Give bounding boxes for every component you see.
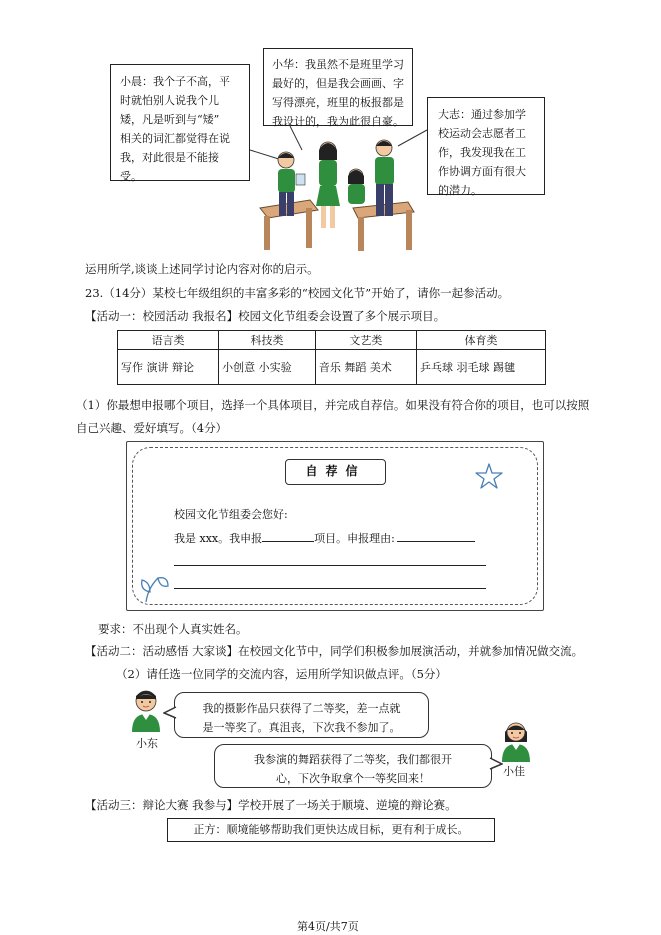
project-table	[117, 330, 546, 385]
activity3-text: 【活动三：辩论大赛 我参与】学校开展了一场关于顺境、逆境的辩论赛。	[85, 798, 457, 812]
letter-line-b: 项目。申报理由:	[314, 532, 395, 545]
table-header: 体育类	[417, 331, 546, 350]
table-header: 科技类	[219, 331, 316, 350]
q1-line1: （1）你最想申报哪个项目，选择一个具体项目，并完成自荐信。如果没有符合你的项目，也可以按照	[76, 398, 590, 412]
q23-heading: 23.（14分）某校七年级组织的丰富多彩的“校园文化节”开始了，请你一起参活动。	[85, 286, 510, 300]
speech-line: 的潜力。	[438, 184, 482, 197]
xiaodong-line1: 我的摄影作品只获得了二等奖，差一点就	[202, 702, 401, 715]
speech-line: 小华：我虽然不是班里学习	[272, 58, 404, 71]
letter-line-a: 我是 xxx。我申报	[174, 532, 263, 545]
q1-line2: 自己兴趣、爱好填写。（4分）	[76, 421, 228, 435]
requirement-text: 要求：不出现个人真实姓名。	[98, 622, 248, 636]
answer-line[interactable]	[174, 588, 486, 589]
activity1-text: 【活动一：校园活动 我报名】校园文化节组委会设置了多个展示项目。	[85, 309, 446, 323]
activity2-text: 【活动二：活动感悟 大家谈】在校园文化节中，同学们积极参加展演活动，并就参加情况做交流。	[85, 644, 584, 658]
speech-line: 矮，凡是听到与“矮”	[120, 113, 220, 126]
project-blank[interactable]	[262, 541, 314, 542]
xiaojia-avatar	[497, 718, 535, 762]
table-cell: 音乐 舞蹈 美术	[315, 350, 416, 385]
speech-line: 写得漂亮，班里的板报都是	[272, 96, 404, 109]
letter-greeting: 校园文化节组委会您好:	[174, 508, 288, 521]
table-cell: 小创意 小实验	[219, 350, 316, 385]
table-header: 语言类	[118, 331, 219, 350]
table-cell: 写作 演讲 辩论	[118, 350, 219, 385]
sprout-icon	[138, 570, 172, 604]
speech-line: 最好的，但是我会画画、字	[272, 77, 404, 90]
xiaojia-line1: 我参演的舞蹈获得了二等奖，我们都很开	[254, 753, 452, 766]
letter-line	[174, 530, 475, 546]
students-illustration	[258, 120, 418, 258]
answer-line[interactable]	[174, 565, 486, 566]
xiaodong-avatar	[128, 688, 164, 732]
speech-line: 作协调方面有很大	[438, 165, 526, 178]
xiaodong-bubble	[174, 692, 429, 738]
speech-line: 时就怕别人说我个儿	[120, 94, 219, 107]
speech-line: 我，对此很是不能接	[120, 151, 219, 164]
speech-line: 相关的词汇都觉得在说	[120, 132, 230, 145]
speech-line: 受。	[120, 170, 142, 183]
star-icon	[474, 462, 504, 490]
xiaojia-line2: 心，下次争取拿个一等奖回来！	[276, 772, 430, 785]
table-cell: 乒乓球 羽毛球 踢毽	[417, 350, 546, 385]
speech-line: 小晨：我个子不高，平	[120, 75, 230, 88]
speech-line: 大志：通过参加学	[438, 108, 526, 121]
q2-text: （2）请任选一位同学的交流内容，运用所学知识做点评。（5分）	[116, 667, 447, 681]
table-header: 文艺类	[315, 331, 416, 350]
letter-title: 自荐信	[285, 459, 386, 485]
bubble-tail	[163, 706, 177, 720]
xiaojia-bubble	[214, 744, 492, 788]
reason-blank[interactable]	[397, 541, 475, 542]
speech-line: 我设计的，我为此很自豪。	[272, 115, 404, 128]
speech-line: 作，我发现我在工	[438, 146, 526, 159]
xiaojia-name: 小佳	[503, 765, 525, 778]
q22-prompt: 运用所学,谈谈上述同学讨论内容对你的启示。	[85, 262, 319, 276]
debate-box: 正方：顺境能够帮助我们更快达成目标，更有利于成长。	[167, 818, 495, 842]
xiaodong-line2: 是一等奖了。真沮丧，下次我不参加了。	[202, 721, 401, 734]
speech-line: 校运动会志愿者工	[438, 127, 526, 140]
xiaodong-name: 小东	[136, 737, 158, 750]
page-footer: 第4页/共7页	[297, 920, 359, 933]
